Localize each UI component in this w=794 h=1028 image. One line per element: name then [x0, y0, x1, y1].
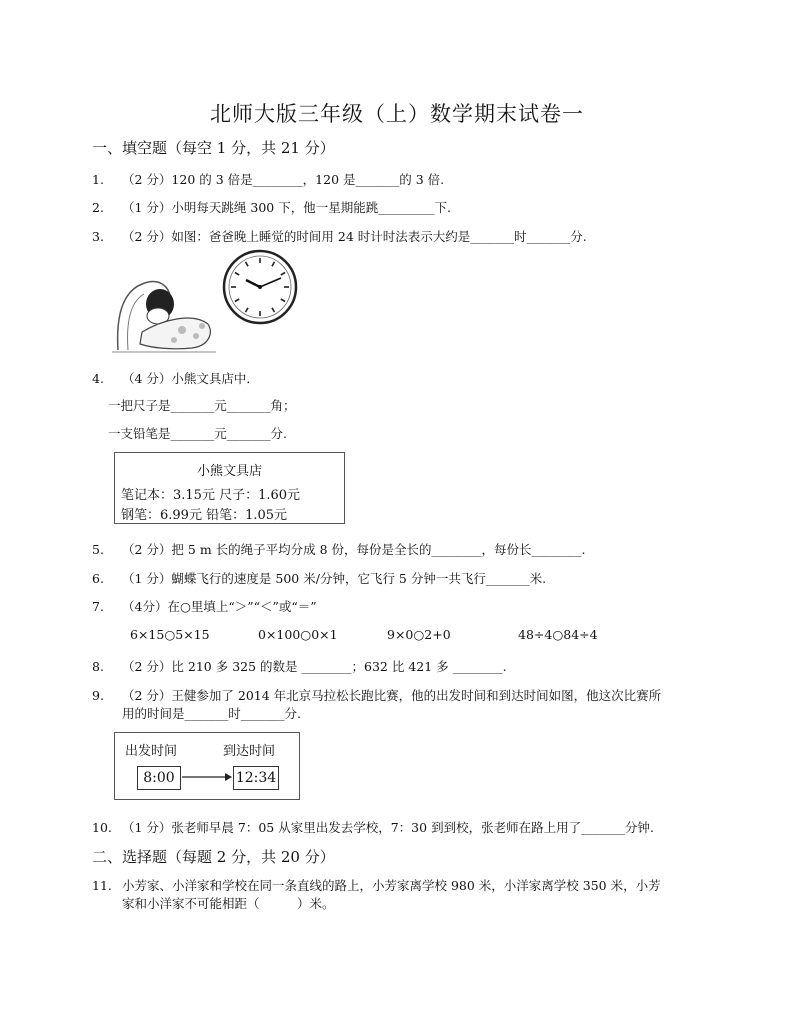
compare-item-4: 48÷4○84÷4: [518, 627, 598, 642]
section-fill-blank-heading: 一、填空题（每空 1 分，共 21 分）: [92, 139, 335, 157]
question-text: （1 分）蝴蝶飞行的速度是 500 米/分钟，它飞行 5 分钟一共飞行_______米.: [122, 571, 547, 586]
question-11: [92, 876, 661, 894]
question-1: [92, 170, 444, 188]
marathon-time-box: [114, 732, 300, 800]
question-text: 小芳家、小洋家和学校在同一条直线的路上，小芳家离学校 980 米，小洋家离学校 350 米，小芳: [122, 878, 661, 893]
question-11-line-2: 家和小洋家不可能相距（ ）米。: [122, 896, 335, 911]
question-number: 10.: [92, 820, 112, 835]
question-2: [92, 198, 451, 216]
question-number: 4.: [92, 371, 104, 386]
compare-item-1: 6×15○5×15: [130, 627, 210, 642]
question-9: [92, 686, 661, 704]
question-3: [92, 227, 587, 245]
question-8: [92, 657, 507, 675]
question-number: 3.: [92, 229, 104, 244]
question-number: 9.: [92, 688, 104, 703]
question-4-line-2: 一支铅笔是_______元_______分.: [108, 426, 287, 441]
question-text: （1 分）张老师早晨 7：05 从家里出发去学校，7：30 到到校，张老师在路上用了_______分钟.: [122, 820, 654, 835]
page-title: 北师大版三年级（上）数学期末试卷一: [210, 102, 584, 126]
sleeping-dad-illustration: [112, 262, 216, 354]
question-4-line-1: 一把尺子是_______元_______角；: [108, 398, 296, 413]
question-4: [92, 369, 259, 387]
question-text: （1 分）小明每天跳绳 300 下，他一星期能跳_________下.: [122, 200, 451, 215]
compare-item-3: 9×0○2+0: [387, 627, 451, 642]
question-text: （4分）在○里填上“＞”“＜”或“＝”: [122, 599, 317, 614]
arrow-right-icon: [181, 771, 233, 783]
question-7: [92, 597, 317, 615]
start-time: 8:00: [137, 766, 181, 790]
question-number: 2.: [92, 200, 104, 215]
shop-name: 小熊文具店: [196, 464, 262, 479]
question-number: 8.: [92, 659, 104, 674]
stationery-price-box: [114, 452, 345, 524]
question-text: （2 分）把 5 m 长的绳子平均分成 8 份，每份是全长的________，每份长________.: [122, 542, 586, 557]
question-number: 6.: [92, 571, 104, 586]
question-text: （2 分）比 210 多 325 的数是 ________；632 比 421 多 ________.: [122, 659, 507, 674]
question-text: （2 分）120 的 3 倍是________，120 是_______的 3 倍.: [122, 172, 445, 187]
price-row-2: 钢笔：6.99元 铅笔：1.05元: [121, 508, 288, 523]
question-text: （4 分）小熊文具店中．: [122, 371, 259, 386]
question-number: 5.: [92, 542, 104, 557]
question-number: 7.: [92, 599, 104, 614]
start-time-label: 出发时间: [125, 744, 178, 759]
question-9-line-2: 用的时间是_______时_______分.: [122, 706, 301, 721]
question-text: （2 分）如图：爸爸晚上睡觉的时间用 24 时计时法表示大约是_______时_______分.: [122, 229, 587, 244]
end-time-label: 到达时间: [223, 744, 276, 759]
end-time: 12:34: [233, 766, 279, 790]
question-5: [92, 540, 586, 558]
price-row-1: 笔记本：3.15元 尺子：1.60元: [121, 488, 301, 503]
compare-item-2: 0×100○0×1: [258, 627, 338, 642]
question-10: [92, 818, 654, 836]
section-choice-heading: 二、选择题（每题 2 分，共 20 分）: [92, 848, 335, 866]
question-text: （2 分）王健参加了 2014 年北京马拉松长跑比赛，他的出发时间和到达时间如图，他这次比赛所: [122, 688, 662, 703]
question-6: [92, 569, 546, 587]
question-number: 11.: [92, 878, 112, 893]
clock-icon: [222, 249, 298, 325]
question-number: 1.: [92, 172, 104, 187]
